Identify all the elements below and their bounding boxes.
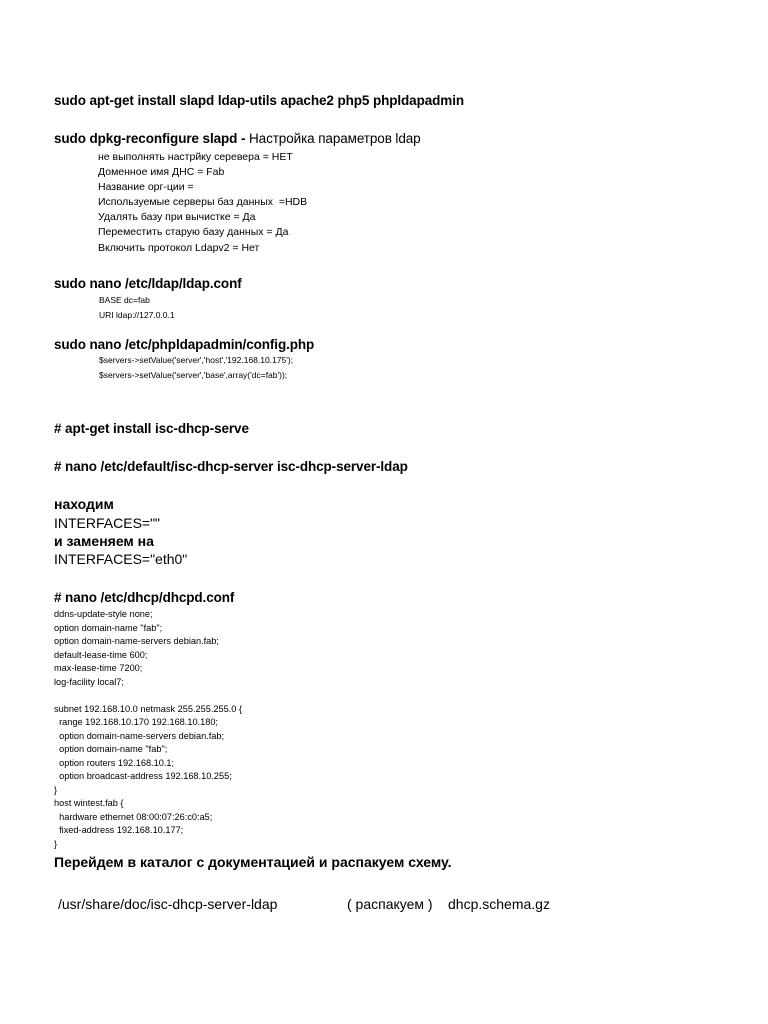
install-command: sudo apt-get install slapd ldap-utils apache2 php5 phpldapadmin xyxy=(54,93,464,108)
dhcpd-conf-line: option routers 192.168.10.1; xyxy=(54,758,175,768)
phpldapadmin-conf-line: $servers->setValue('server','host','192.168.10.175'); xyxy=(99,355,294,365)
ldap-conf-line: BASE dc=fab xyxy=(99,295,150,305)
dhcpd-conf-line: option domain-name "fab"; xyxy=(54,744,168,754)
docs-action: ( распакуем ) xyxy=(347,896,433,912)
dhcpd-conf-line: subnet 192.168.10.0 netmask 255.255.255.0 { xyxy=(54,704,242,714)
dhcpd-conf-line: range 192.168.10.170 192.168.10.180; xyxy=(54,717,218,727)
dhcpd-conf-line: fixed-address 192.168.10.177; xyxy=(54,825,184,835)
dhcpd-conf-line: hardware ethernet 08:00:07:26:c0:a5; xyxy=(54,812,213,822)
reconfigure-step: Используемые серверы баз данных =HDB xyxy=(98,196,308,208)
dhcpd-conf-line: max-lease-time 7200; xyxy=(54,663,143,673)
dhcpd-conf-line: option broadcast-address 192.168.10.255; xyxy=(54,771,232,781)
docs-file: dhcp.schema.gz xyxy=(448,896,550,912)
default-edit-command: # nano /etc/default/isc-dhcp-server isc-dhcp-server-ldap xyxy=(54,459,408,474)
dhcpd-conf-line: default-lease-time 600; xyxy=(54,650,148,660)
reconfigure-command xyxy=(54,131,421,147)
dhcpd-conf-line: option domain-name-servers debian.fab; xyxy=(54,731,225,741)
replace-label: и заменяем на xyxy=(54,533,154,549)
reconfigure-step: не выполнять настрйку серевера = НЕТ xyxy=(98,151,293,163)
replace-value: INTERFACES="eth0" xyxy=(54,551,188,567)
ldap-conf-line: URI ldap://127.0.0.1 xyxy=(99,310,175,320)
find-label: находим xyxy=(54,496,114,512)
dhcpd-conf-line: option domain-name-servers debian.fab; xyxy=(54,636,219,646)
dhcpd-conf-line: log-facility local7; xyxy=(54,677,124,687)
reconfigure-step: Переместить старую базу данных = Да xyxy=(98,226,289,238)
dhcpd-conf-line: } xyxy=(54,839,58,849)
dhcp-install-command: # apt-get install isc-dhcp-serve xyxy=(54,421,249,436)
reconfigure-description: Настройка параметров ldap xyxy=(249,131,421,146)
find-value: INTERFACES="" xyxy=(54,515,161,531)
reconfigure-step: Удалять базу при вычистке = Да xyxy=(98,211,256,223)
dhcpd-conf-line: } xyxy=(54,785,58,795)
dhcpd-conf-line: ddns-update-style none; xyxy=(54,609,153,619)
ldap-conf-command: sudo nano /etc/ldap/ldap.conf xyxy=(54,276,242,291)
dhcpd-conf-line: host wintest.fab { xyxy=(54,798,124,808)
reconfigure-command-text: sudo dpkg-reconfigure slapd - xyxy=(54,131,250,146)
phpldapadmin-conf-command: sudo nano /etc/phpldapadmin/config.php xyxy=(54,337,315,352)
reconfigure-step: Название орг-ции = xyxy=(98,181,194,193)
reconfigure-step: Доменное имя ДНС = Fab xyxy=(98,166,225,178)
dhcpd-conf-line: option domain-name "fab"; xyxy=(54,623,163,633)
phpldapadmin-conf-line: $servers->setValue('server','base',array('dc=fab')); xyxy=(99,370,288,380)
go-to-docs-heading: Перейдем в каталог с документацией и распакуем схему. xyxy=(54,854,452,870)
reconfigure-step: Включить протокол Ldapv2 = Нет xyxy=(98,242,260,254)
dhcpd-conf-command: # nano /etc/dhcp/dhcpd.conf xyxy=(54,590,235,605)
docs-path: /usr/share/doc/isc-dhcp-server-ldap xyxy=(58,896,278,912)
